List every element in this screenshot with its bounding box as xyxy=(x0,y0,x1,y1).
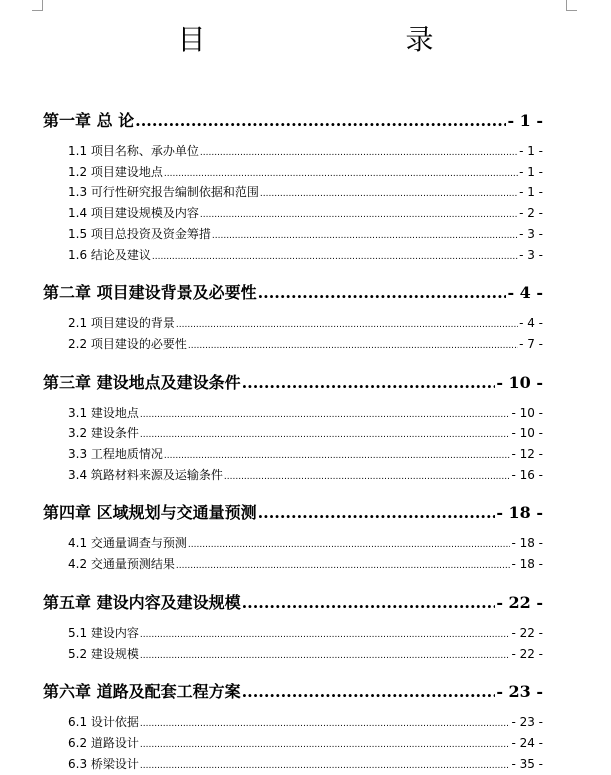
chapter-title: 第三章 建设地点及建设条件 xyxy=(43,372,241,392)
section-title: 6.3 桥梁设计 xyxy=(68,756,139,771)
section-title: 6.1 设计依据 xyxy=(68,715,139,730)
toc-section-entry[interactable] xyxy=(43,314,543,335)
dot-leader xyxy=(224,466,511,487)
toc-chapter-entry[interactable] xyxy=(43,502,543,524)
toc-chapter-entry[interactable] xyxy=(43,372,543,394)
table-of-contents xyxy=(43,110,543,775)
section-title: 1.5 项目总投资及资金筹措 xyxy=(68,226,211,241)
chapter-page-number: - 1 - xyxy=(507,111,543,130)
section-title: 1.1 项目名称、承办单位 xyxy=(68,144,199,158)
chapter-title: 第五章 建设内容及建设规模 xyxy=(43,592,241,612)
section-page-number: - 16 - xyxy=(511,467,543,482)
section-title: 2.1 项目建设的背景 xyxy=(68,316,175,331)
toc-section-entry[interactable] xyxy=(43,204,543,225)
chapter-title: 第六章 道路及配套工程方案 xyxy=(43,682,241,702)
section-page-number: - 24 - xyxy=(511,735,543,750)
toc-section-entry[interactable] xyxy=(43,713,543,734)
dot-leader xyxy=(242,592,496,614)
dot-leader xyxy=(200,204,518,225)
dot-leader xyxy=(258,502,496,524)
section-title: 5.1 建设内容 xyxy=(68,625,139,640)
toc-section-entry[interactable] xyxy=(43,466,543,487)
dot-leader xyxy=(176,555,511,576)
chapter-page-number: - 22 - xyxy=(496,592,543,612)
crop-mark-top-right xyxy=(566,0,577,11)
dot-leader xyxy=(140,624,511,645)
section-page-number: - 2 - xyxy=(519,206,543,221)
chapter-title: 第一章 总 论 xyxy=(43,111,135,130)
dot-leader xyxy=(260,183,518,204)
dot-leader xyxy=(140,713,511,734)
dot-leader xyxy=(140,645,511,666)
crop-mark-top-left xyxy=(32,0,43,11)
section-title: 3.4 筑路材料来源及运输条件 xyxy=(68,467,223,482)
dot-leader xyxy=(140,755,511,775)
chapter-page-number: - 10 - xyxy=(496,372,543,392)
section-title: 2.2 项目建设的必要性 xyxy=(68,336,187,351)
dot-leader xyxy=(135,110,506,132)
section-page-number: - 1 - xyxy=(519,185,543,200)
toc-section-entry[interactable] xyxy=(43,335,543,356)
dot-leader xyxy=(164,163,518,184)
toc-chapter-entry[interactable] xyxy=(43,282,543,304)
chapter-page-number: - 23 - xyxy=(496,682,543,702)
toc-section-entry[interactable] xyxy=(43,534,543,555)
dot-leader xyxy=(242,372,496,394)
toc-section-entry[interactable] xyxy=(43,142,543,163)
section-page-number: - 1 - xyxy=(519,144,543,158)
section-title: 3.3 工程地质情况 xyxy=(68,447,163,462)
section-title: 4.2 交通量预测结果 xyxy=(68,557,175,572)
toc-section-entry[interactable] xyxy=(43,645,543,666)
toc-section-entry[interactable] xyxy=(43,404,543,425)
section-title: 3.1 建设地点 xyxy=(68,405,139,420)
chapter-title: 第四章 区域规划与交通量预测 xyxy=(43,503,257,523)
section-page-number: - 18 - xyxy=(511,536,543,551)
toc-section-entry[interactable] xyxy=(43,246,543,267)
toc-section-entry[interactable] xyxy=(43,183,543,204)
section-page-number: - 7 - xyxy=(519,336,543,351)
dot-leader xyxy=(152,246,518,267)
dot-leader xyxy=(212,225,518,246)
section-page-number: - 10 - xyxy=(511,405,543,420)
section-page-number: - 22 - xyxy=(511,625,543,640)
dot-leader xyxy=(188,335,518,356)
dot-leader xyxy=(200,142,518,163)
dot-leader xyxy=(140,404,511,425)
section-page-number: - 12 - xyxy=(511,447,543,462)
chapter-page-number: - 18 - xyxy=(496,503,543,523)
section-page-number: - 10 - xyxy=(511,426,543,441)
toc-section-entry[interactable] xyxy=(43,755,543,775)
section-title: 3.2 建设条件 xyxy=(68,426,139,441)
toc-section-entry[interactable] xyxy=(43,445,543,466)
section-title: 1.6 结论及建议 xyxy=(68,247,151,262)
toc-section-entry[interactable] xyxy=(43,624,543,645)
section-page-number: - 1 - xyxy=(519,164,543,179)
toc-title: 目 录 xyxy=(177,23,482,56)
toc-chapter-entry[interactable] xyxy=(43,592,543,614)
toc-section-entry[interactable] xyxy=(43,163,543,184)
dot-leader xyxy=(140,734,511,755)
section-page-number: - 3 - xyxy=(519,247,543,262)
section-title: 1.2 项目建设地点 xyxy=(68,164,163,179)
dot-leader xyxy=(140,424,511,445)
section-title: 1.4 项目建设规模及内容 xyxy=(68,206,199,221)
section-page-number: - 35 - xyxy=(511,756,543,771)
toc-section-entry[interactable] xyxy=(43,225,543,246)
section-page-number: - 4 - xyxy=(519,316,543,331)
chapter-page-number: - 4 - xyxy=(507,283,543,303)
toc-section-entry[interactable] xyxy=(43,734,543,755)
section-page-number: - 23 - xyxy=(511,715,543,730)
section-page-number: - 3 - xyxy=(519,226,543,241)
dot-leader xyxy=(258,282,507,304)
section-page-number: - 22 - xyxy=(511,646,543,661)
toc-section-entry[interactable] xyxy=(43,424,543,445)
dot-leader xyxy=(176,314,518,335)
chapter-title: 第二章 项目建设背景及必要性 xyxy=(43,283,257,303)
section-page-number: - 18 - xyxy=(511,557,543,572)
section-title: 5.2 建设规模 xyxy=(68,646,139,661)
toc-chapter-entry[interactable] xyxy=(43,110,543,132)
section-title: 6.2 道路设计 xyxy=(68,735,139,750)
section-title: 1.3 可行性研究报告编制依据和范围 xyxy=(68,185,259,200)
dot-leader xyxy=(164,445,511,466)
section-title: 4.1 交通量调查与预测 xyxy=(68,536,187,551)
dot-leader xyxy=(188,534,511,555)
toc-section-entry[interactable] xyxy=(43,555,543,576)
